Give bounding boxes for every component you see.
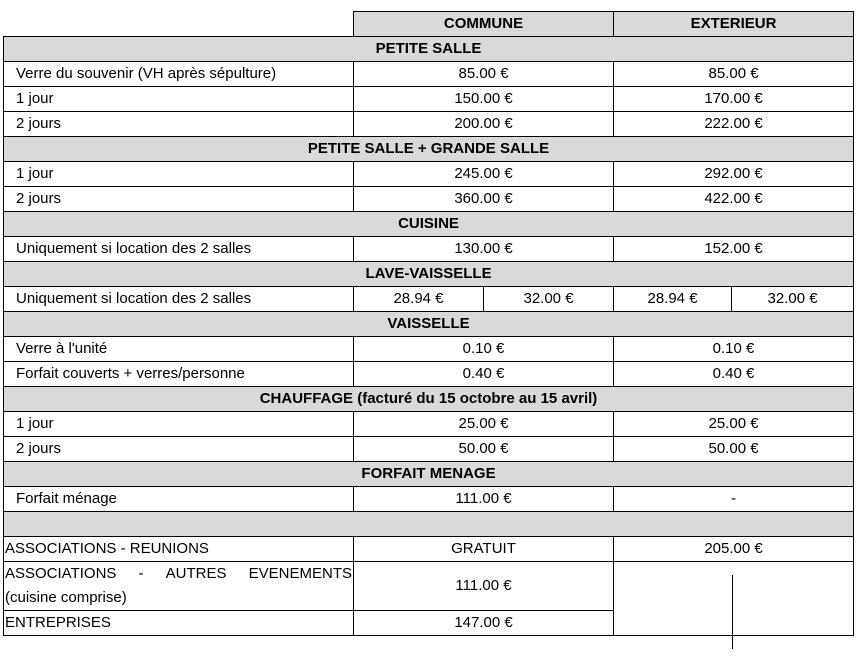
row-label: 2 jours	[4, 187, 354, 212]
label-word: AUTRES	[165, 565, 227, 582]
label-word: EVENEMENTS	[248, 565, 352, 582]
row-label: 2 jours	[4, 437, 354, 462]
price-exterieur: 170.00 €	[614, 87, 854, 112]
price-exterieur: 0.10 €	[614, 337, 854, 362]
table-row	[4, 187, 854, 212]
section-row	[4, 387, 854, 412]
label-line-1	[5, 562, 352, 586]
table-row	[4, 362, 854, 387]
price-exterieur: 152.00 €	[614, 237, 854, 262]
price-exterieur: 85.00 €	[614, 62, 854, 87]
table-row	[4, 87, 854, 112]
column-header-exterieur: EXTERIEUR	[614, 12, 854, 37]
price-commune: 200.00 €	[354, 112, 614, 137]
price-commune: 0.10 €	[354, 337, 614, 362]
empty-band	[4, 512, 854, 537]
section-title-vaisselle: VAISSELLE	[4, 312, 854, 337]
price-exterieur: 0.40 €	[614, 362, 854, 387]
section-row	[4, 462, 854, 487]
price-commune: 111.00 €	[354, 562, 614, 611]
label-word: -	[138, 565, 144, 582]
price-exterieur: 205.00 €	[614, 537, 854, 562]
row-label: ENTREPRISES	[4, 611, 354, 636]
section-title-lave-vaisselle: LAVE-VAISSELLE	[4, 262, 854, 287]
table-row	[4, 487, 854, 512]
section-title-chauffage: CHAUFFAGE (facturé du 15 octobre au 15 avril)	[4, 387, 854, 412]
price-exterieur: 422.00 €	[614, 187, 854, 212]
header-row	[4, 12, 854, 37]
row-label: Uniquement si location des 2 salles	[4, 287, 354, 312]
table-row	[4, 337, 854, 362]
price-commune: 245.00 €	[354, 162, 614, 187]
exterieur-divider	[732, 575, 733, 649]
row-label: ASSOCIATIONS - REUNIONS	[4, 537, 354, 562]
price-commune: 50.00 €	[354, 437, 614, 462]
section-title-cuisine: CUISINE	[4, 212, 854, 237]
price-commune-a: 28.94 €	[354, 287, 484, 312]
section-row	[4, 137, 854, 162]
section-title-petite-salle: PETITE SALLE	[4, 37, 854, 62]
section-title-forfait-menage: FORFAIT MENAGE	[4, 462, 854, 487]
table-row	[4, 437, 854, 462]
row-label: Forfait couverts + verres/personne	[4, 362, 354, 387]
section-row	[4, 312, 854, 337]
row-label: 1 jour	[4, 162, 354, 187]
row-label: 1 jour	[4, 412, 354, 437]
header-corner	[4, 12, 354, 37]
label-line-2: (cuisine comprise)	[5, 589, 127, 606]
row-label: Uniquement si location des 2 salles	[4, 237, 354, 262]
column-header-commune: COMMUNE	[354, 12, 614, 37]
table-row	[4, 162, 854, 187]
row-label-associations-autres	[4, 562, 354, 611]
price-commune: GRATUIT	[354, 537, 614, 562]
table-row	[4, 112, 854, 137]
table-row	[4, 62, 854, 87]
section-title-petite-grande-salle: PETITE SALLE + GRANDE SALLE	[4, 137, 854, 162]
empty-cell-exterieur	[614, 562, 854, 611]
price-commune: 147.00 €	[354, 611, 614, 636]
empty-cell-exterieur	[614, 611, 854, 636]
price-commune: 150.00 €	[354, 87, 614, 112]
row-label: 2 jours	[4, 112, 354, 137]
table-row	[4, 611, 854, 636]
row-label: Verre à l'unité	[4, 337, 354, 362]
price-commune: 360.00 €	[354, 187, 614, 212]
price-commune-b: 32.00 €	[484, 287, 614, 312]
table-row	[4, 287, 854, 312]
table-row	[4, 537, 854, 562]
label-word: ASSOCIATIONS	[5, 565, 117, 582]
section-row	[4, 262, 854, 287]
price-commune: 111.00 €	[354, 487, 614, 512]
price-exterieur: 50.00 €	[614, 437, 854, 462]
row-label: 1 jour	[4, 87, 354, 112]
table-row	[4, 412, 854, 437]
price-commune: 0.40 €	[354, 362, 614, 387]
price-exterieur-a: 28.94 €	[614, 287, 732, 312]
section-row	[4, 37, 854, 62]
tarifs-table	[3, 11, 854, 636]
section-row	[4, 212, 854, 237]
price-commune: 85.00 €	[354, 62, 614, 87]
table-row	[4, 562, 854, 611]
price-commune: 130.00 €	[354, 237, 614, 262]
price-exterieur: -	[614, 487, 854, 512]
row-label: Verre du souvenir (VH après sépulture)	[4, 62, 354, 87]
row-label: Forfait ménage	[4, 487, 354, 512]
separator-row	[4, 512, 854, 537]
price-exterieur: 25.00 €	[614, 412, 854, 437]
table-row	[4, 237, 854, 262]
price-exterieur: 222.00 €	[614, 112, 854, 137]
price-exterieur-b: 32.00 €	[732, 287, 854, 312]
price-exterieur: 292.00 €	[614, 162, 854, 187]
price-commune: 25.00 €	[354, 412, 614, 437]
